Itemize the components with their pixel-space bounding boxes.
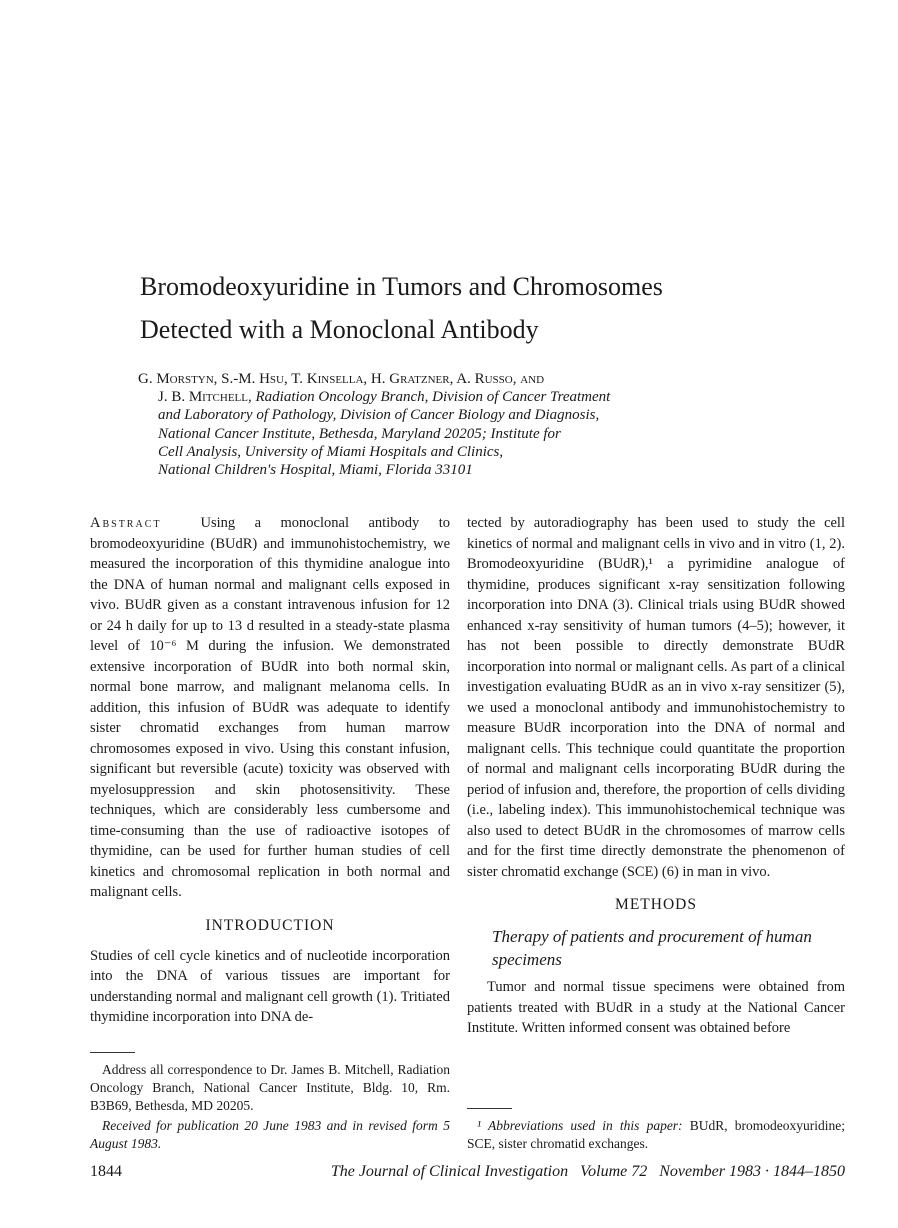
footnote-rule [467, 1108, 512, 1109]
journal-volume: Volume 72 [580, 1163, 648, 1180]
affiliation-line: Cell Analysis, University of Miami Hospitals and Clinics, [158, 443, 504, 460]
author-names: G. Morstyn, S.-M. Hsu, T. Kinsella, H. Gratzner, A. Russo, and [138, 371, 545, 387]
page-footer [90, 1163, 845, 1221]
correspondence-footnote: Address all correspondence to Dr. James B. Mitchell, Radiation Oncology Branch, National Cancer Institute, Bldg. 10, Rm. B3B69, Bethesda, MD 20205. [90, 1062, 450, 1113]
methods-text: Tumor and normal tissue specimens were obtained from patients treated with BUdR in a study at the National Cancer Institute. Written informed consent was obtained before [467, 979, 845, 1036]
footnote-rule [90, 1052, 135, 1053]
last-author: J. B. Mitchell, [158, 389, 252, 406]
right-footnotes [467, 1084, 845, 1153]
abbreviations-label: ¹ Abbreviations used in this paper: [477, 1118, 683, 1133]
affiliation-line: and Laboratory of Pathology, Division of Cancer Biology and Diagnosis, [158, 407, 600, 424]
article-title [140, 265, 840, 351]
affiliation-line: National Children's Hospital, Miami, Florida 33101 [158, 462, 473, 479]
left-column [90, 513, 450, 1153]
abstract-label: Abstract [90, 515, 162, 531]
title-line: Bromodeoxyuridine in Tumors and Chromosomes [140, 272, 663, 301]
abbreviations-footnote [467, 1117, 845, 1153]
introduction-text-left: Studies of cell cycle kinetics and of nucleotide incorporation into the DNA of various tissues are important for understanding normal and malignant cell growth (1). Tritiated thymidine incorporation into DNA de- [90, 947, 450, 1025]
methods-heading: METHODS [615, 896, 697, 913]
abbreviations-text: BUdR, bromodeoxyuridine; SCE, sister chromatid exchanges. [467, 1118, 845, 1151]
page-number: 1844 [90, 1163, 122, 1180]
abstract-text: Using a monoclonal antibody to bromodeoxyuridine (BUdR) and immunohistochemistry, we measured the incorporation of this thymidine analogue into the DNA of human normal and malignant cells exposed in vivo. BUdR given as a constant intravenous infusion for 12 or 24 h daily for up to 13 d resulted in a steady-state plasma level of 10⁻⁶ M during the infusion. We demonstrated extensive incorporation of BUdR into both normal skin, normal bone marrow, and malignant melanoma cells. In addition, this infusion of BUdR was adequate to identify sister chromatid exchanges from human marrow chromosomes exposed in vivo. Using this constant infusion, significant but reversible (acute) toxicity was observed with myelosuppression and skin photosensitivity. These techniques, which are considerably less cumbersome and time-consuming than the use of radioactive isotopes of thymidine, can be used for further human studies of cell kinetics and chromosomal replication in both normal and malignant cells. [90, 515, 450, 900]
received-footnote: Received for publication 20 June 1983 and in revised form 5 August 1983. [90, 1118, 450, 1151]
body-columns [90, 513, 845, 1221]
left-footnotes [90, 1028, 450, 1153]
abstract [90, 513, 450, 903]
title-line: Detected with a Monoclonal Antibody [140, 315, 539, 344]
methods-subheading: Therapy of patients and procurement of human specimens [492, 927, 812, 969]
introduction-heading: INTRODUCTION [205, 916, 335, 934]
journal-footer [331, 1163, 845, 1181]
affiliation-line: Radiation Oncology Branch, Division of Cancer Treatment [255, 389, 611, 406]
introduction-text-right: tected by autoradiography has been used to study the cell kinetics of normal and malignant cells in vivo and in vitro (1, 2). Bromodeoxyuridine (BUdR),¹ a pyrimidine analogue of thymidine, produces significant x-ray sensitization following incorporation into DNA (3). Clinical trials using BUdR showed enhanced x-ray sensitivity of human tumors (4–5); however, it has not been possible to directly demonstrate BUdR incorporation into normal or malignant cells. As part of a clinical investigation evaluating BUdR as an in vivo x-ray sensitizer (5), we used a monoclonal antibody and immunohistochemistry to measure BUdR incorporation into the DNA of normal and malignant cells. This technique could quantitate the proportion of normal and malignant cells incorporating BUdR during the period of infusion and, therefore, the proportion of cells dividing (i.e., labeling index). This immunohistochemical technique was also used to detect BUdR in the chromosomes of marrow cells and for the first time directly demonstrate the phenomenon of sister chromatid exchange (SCE) (6) in man in vivo. [467, 515, 845, 880]
affiliation-line: National Cancer Institute, Bethesda, Maryland 20205; Institute for [158, 425, 561, 442]
author-block [138, 370, 778, 479]
right-column [467, 513, 845, 1153]
journal-name: The Journal of Clinical Investigation [330, 1163, 569, 1180]
journal-issue: November 1983 · 1844–1850 [659, 1163, 845, 1180]
